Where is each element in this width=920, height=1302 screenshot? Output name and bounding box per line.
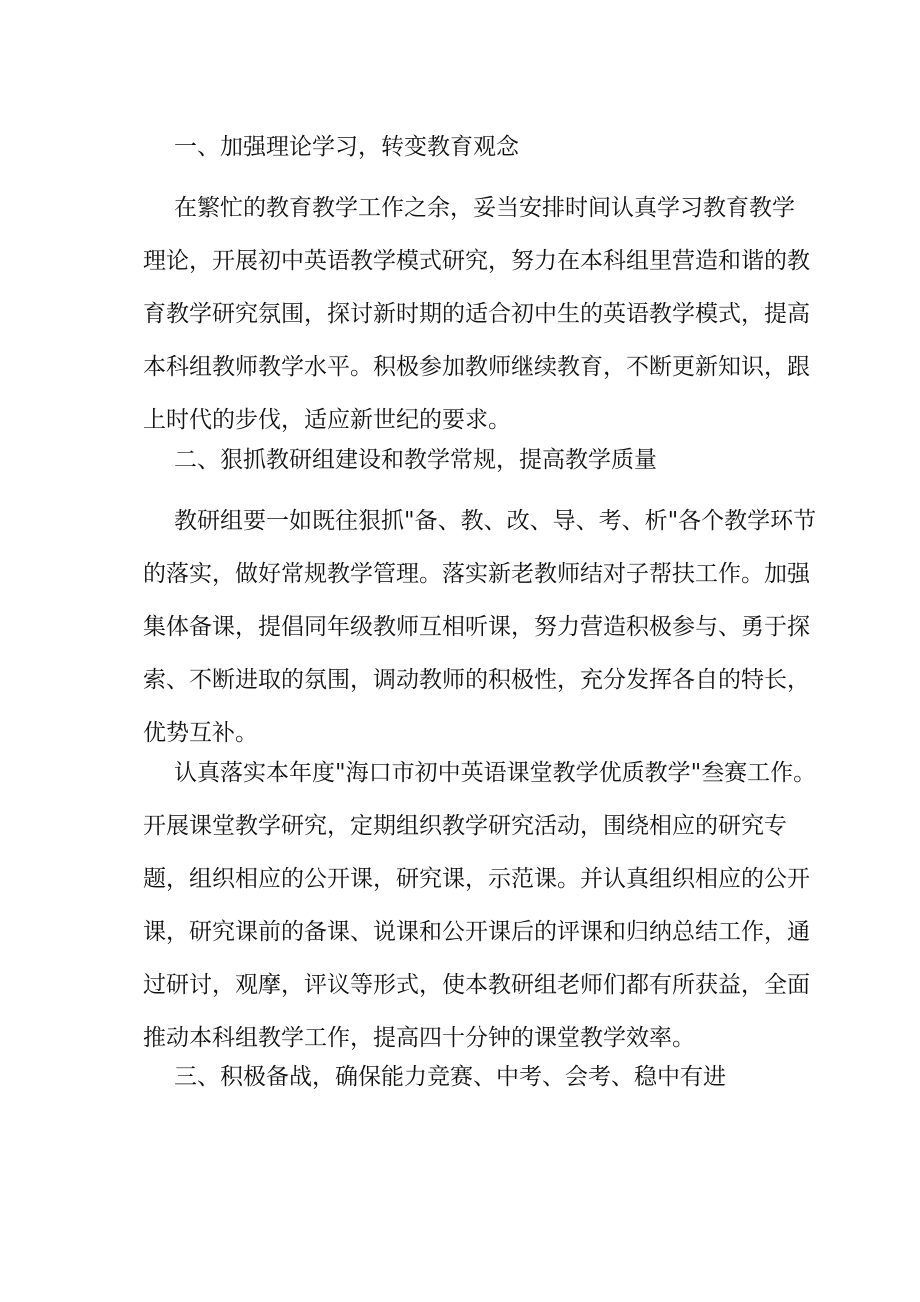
paragraph-line: 在繁忙的教育教学工作之余，妥当安排时间认真学习教育教学 bbox=[174, 195, 795, 221]
paragraph-line: 本科组教师教学水平。积极参加教师继续教育，不断更新知识，跟 bbox=[143, 354, 810, 380]
section1-heading: 一、加强理论学习，转变教育观念 bbox=[174, 134, 519, 160]
paragraph-line: 理论，开展初中英语教学模式研究，努力在本科组里营造和谐的教 bbox=[143, 248, 810, 274]
paragraph-line: 集体备课，提倡同年级教师互相听课，努力营造积极参与、勇于探 bbox=[143, 614, 810, 640]
section2-paragraph-2 bbox=[143, 747, 817, 1065]
paragraph-line: 索、不断进取的氛围，调动教师的积极性，充分发挥各自的特长， bbox=[143, 667, 810, 693]
paragraph-line: 推动本科组教学工作，提高四十分钟的课堂教学效率。 bbox=[143, 1025, 695, 1051]
paragraph-line: 育教学研究氛围，探讨新时期的适合初中生的英语教学模式，提高 bbox=[143, 301, 810, 327]
paragraph-line: 上时代的步伐，适应新世纪的要求。 bbox=[143, 407, 511, 433]
paragraph-line: 教研组要一如既往狠抓"备、教、改、导、考、析"各个教学环节 bbox=[174, 508, 817, 534]
section2-heading-block bbox=[143, 434, 783, 487]
section2-heading: 二、狠抓教研组建设和教学常规，提高教学质量 bbox=[174, 447, 657, 473]
section3-heading: 三、积极备战，确保能力竞赛、中考、会考、稳中有进 bbox=[174, 1064, 726, 1090]
paragraph-line: 优势互补。 bbox=[143, 720, 258, 746]
paragraph-line: 的落实，做好常规教学管理。落实新老教师结对子帮扶工作。加强 bbox=[143, 561, 810, 587]
section2-paragraph-1 bbox=[143, 495, 817, 760]
paragraph-line: 认真落实本年度"海口市初中英语课堂教学优质教学"叁赛工作。 bbox=[174, 760, 817, 786]
paragraph-line: 开展课堂教学研究，定期组织教学研究活动，围绕相应的研究专 bbox=[143, 813, 787, 839]
paragraph-line: 过研讨，观摩，评议等形式，使本教研组老师们都有所获益，全面 bbox=[143, 972, 810, 998]
paragraph-line: 课，研究课前的备课、说课和公开课后的评课和归纳总结工作，通 bbox=[143, 919, 810, 945]
section1-heading-block bbox=[143, 121, 783, 174]
paragraph-line: 题，组织相应的公开课，研究课，示范课。并认真组织相应的公开 bbox=[143, 866, 810, 892]
section3-heading-block bbox=[143, 1051, 783, 1104]
section1-paragraph bbox=[143, 182, 810, 447]
